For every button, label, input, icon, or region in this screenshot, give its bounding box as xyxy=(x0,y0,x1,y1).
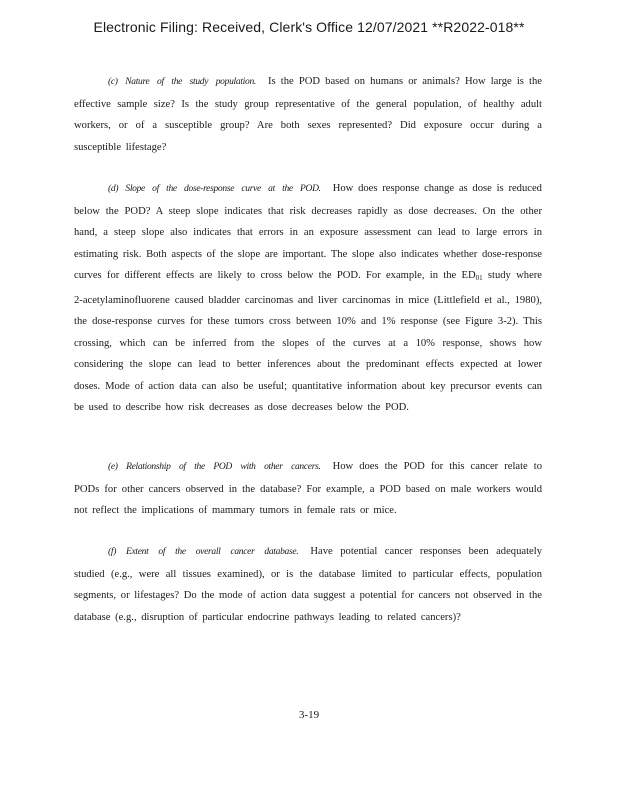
paragraph-body: Have potential cancer responses been adequately studied (e.g., were all tissues examined), or is the database limited to particular effects, population segments, or lifestages? Do the mode of action data suggest a potential for cancers not observed in the database (e.g., disruption of particular endocrine pathways leading to related cancers)? xyxy=(74,546,542,623)
paragraph-body: Is the POD based on humans or animals? How large is the effective sample size? Is the study group representative of the general population, of healthy adult workers, or of a susceptible group? Are both sexes represented? Did exposure occur during a susceptible lifestage? xyxy=(74,76,542,153)
paragraph-heading: (e) Relationship of the POD with other cancers. xyxy=(108,462,321,472)
paragraph-nature-of-study-population xyxy=(74,71,542,158)
paragraph-relationship-with-other-cancers xyxy=(74,456,542,522)
paragraph-body: How does response change as dose is reduced below the POD? A steep slope indicates that risk decreases rapidly as dose decreases. On the other hand, a steep slope also indicates that errors in an exposure assessment can lead to large errors in estimating risk. Both aspects of the slope are important. The slope also indicates whether dose-response curves for different effects are likely to cross below the POD. For example, in the ED xyxy=(74,183,542,281)
paragraph-heading: (d) Slope of the dose-response curve at the POD. xyxy=(108,184,321,194)
paragraph-body-continued: study where 2-acetylaminofluorene caused bladder carcinomas and liver carcinomas in mice (Littlefield et al., 1980), the dose-response curves for these tumors cross between 10% and 1% response (see Figure 3-2). This crossing, which can be inferred from the slopes of the curves at a 10% response, shows how considering the slope can lead to better inferences about the predominant effects expected at lower doses. Mode of action data can also be useful; quantitative information about key precursor events can be used to describe how risk decreases as dose decreases below the POD. xyxy=(74,270,542,413)
paragraph-body: How does the POD for this cancer relate to PODs for other cancers observed in the database? For example, a POD based on male workers would not reflect the implications of mammary tumors in female rats or mice. xyxy=(74,461,543,516)
paragraph-slope-of-dose-response xyxy=(74,178,542,419)
filing-header: Electronic Filing: Received, Clerk's Office 12/07/2021 **R2022-018** xyxy=(93,19,525,35)
subscript: 01 xyxy=(475,274,483,282)
page-number: 3-19 xyxy=(298,709,320,721)
paragraph-heading: (c) Nature of the study population. xyxy=(108,77,256,87)
paragraph-heading: (f) Extent of the overall cancer database. xyxy=(108,547,299,557)
paragraph-extent-of-cancer-database xyxy=(74,541,542,628)
